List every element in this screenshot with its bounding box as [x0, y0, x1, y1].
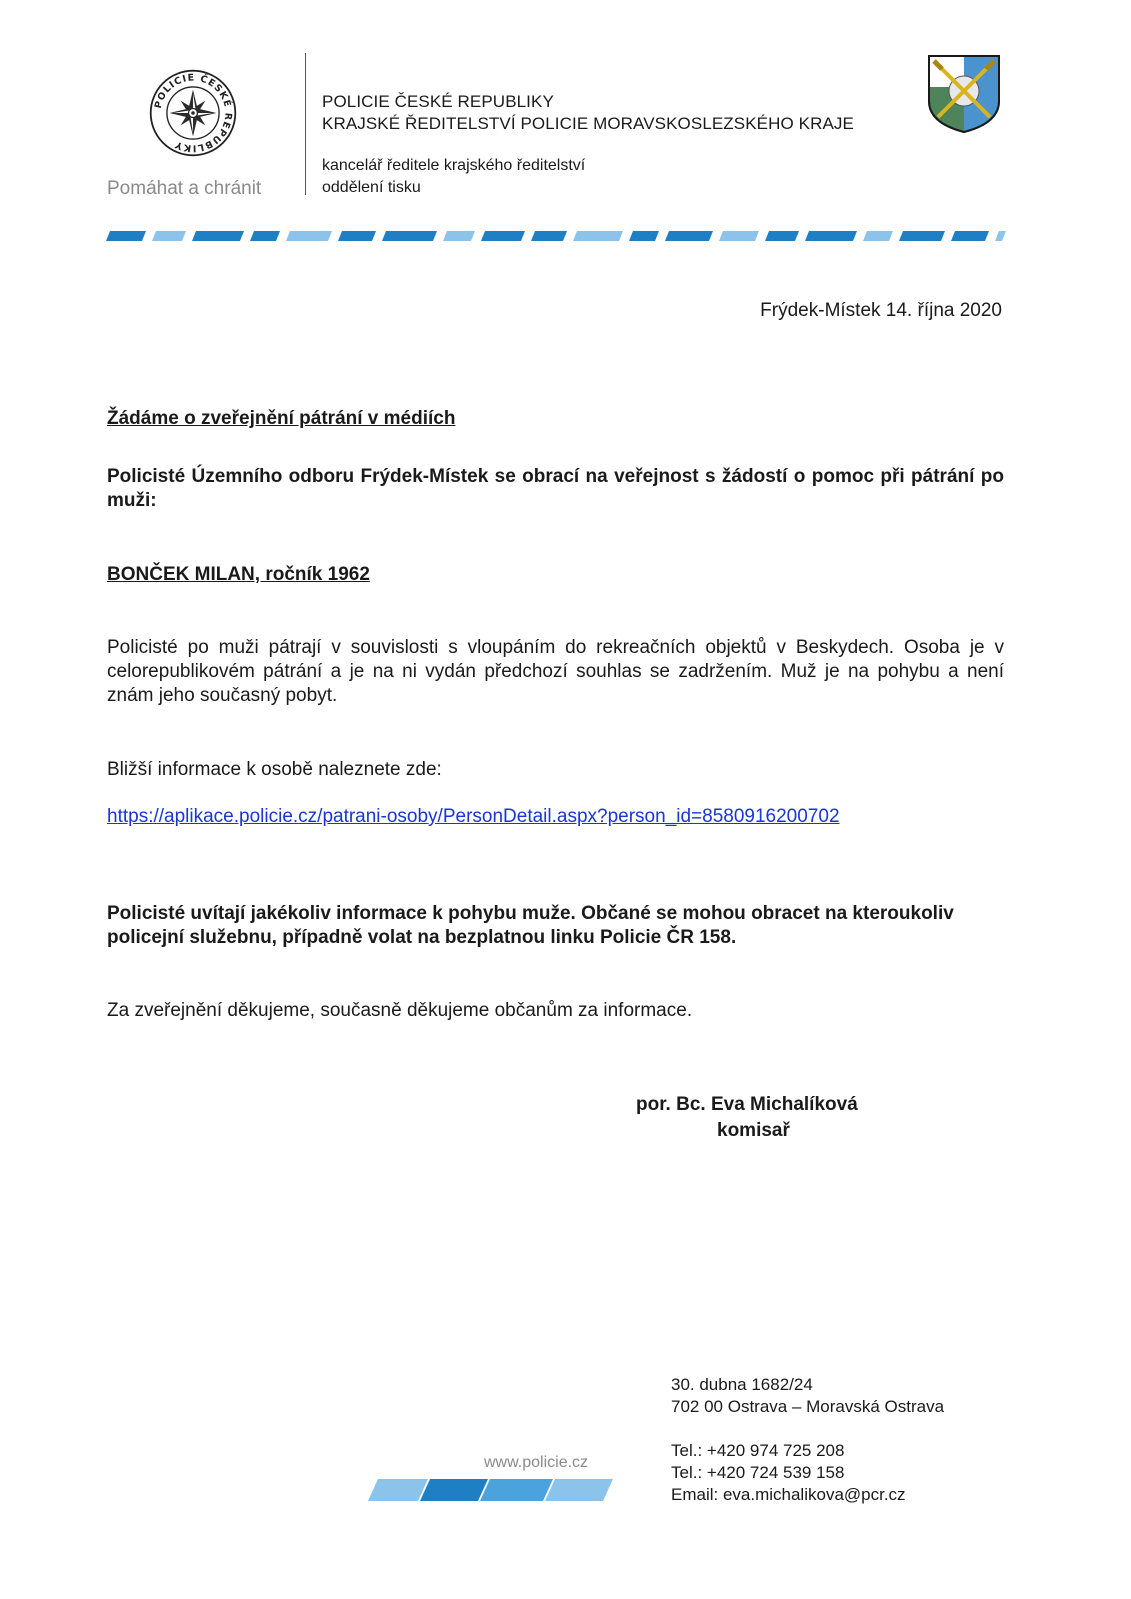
logo-ring-text: POLICIE ČESKÉ REPUBLIKY: [152, 72, 234, 154]
header-stripe: [106, 231, 1006, 241]
police-star-logo: [148, 68, 238, 158]
department-office: kancelář ředitele krajského ředitelství: [322, 157, 586, 174]
phone-primary: Tel.: +420 974 725 208: [671, 1441, 845, 1460]
phone-secondary: Tel.: +420 724 539 158: [671, 1463, 845, 1482]
email-address: Email: eva.michalikova@pcr.cz: [671, 1485, 906, 1504]
address-street: 30. dubna 1682/24: [671, 1375, 813, 1394]
page-heading: Žádáme o zveřejnění pátrání v médiích: [107, 408, 456, 429]
department-press: oddělení tisku: [322, 179, 421, 196]
description-paragraph: Policisté po muži pátrají v souvislosti s vloupáním do rekreačních objektů v Beskydech. Osoba je v celorepublikovém pátrání a je na ni vydán předchozí souhlas se zadržením. Muž je na pohybu a není znám jeho současný pobyt.: [107, 637, 1004, 706]
person-name: BONČEK MILAN, ročník 1962: [107, 564, 370, 585]
appeal-paragraph: Policisté uvítají jakékoliv informace k pohybu muže. Občané se mohou obracet na kteroukoliv policejní služebnu, případně volat na bezplatnou linku Policie ČR 158.: [107, 903, 954, 948]
website-text: www.policie.cz: [484, 1454, 589, 1471]
signature-title: komisař: [717, 1120, 790, 1141]
header-divider: [305, 53, 306, 195]
document-date: Frýdek-Místek 14. října 2020: [760, 300, 1002, 321]
regional-crest-icon: [926, 53, 1002, 135]
intro-paragraph: Policisté Územního odboru Frýdek-Místek se obrací na veřejnost s žádostí o pomoc při pátrání po muži:: [107, 466, 1004, 511]
more-info-text: Bližší informace k osobě naleznete zde:: [107, 759, 442, 780]
org-name: POLICIE ČESKÉ REPUBLIKY: [322, 92, 554, 111]
address-city: 702 00 Ostrava – Moravská Ostrava: [671, 1397, 945, 1416]
regional-directorate: KRAJSKÉ ŘEDITELSTVÍ POLICIE MORAVSKOSLEZSKÉHO KRAJE: [322, 114, 854, 133]
motto: Pomáhat a chránit: [107, 178, 262, 199]
thanks-text: Za zveřejnění děkujeme, současně děkujeme občanům za informace.: [107, 1000, 693, 1021]
person-detail-link[interactable]: https://aplikace.policie.cz/patrani-osoby/PersonDetail.aspx?person_id=8580916200702: [107, 806, 840, 827]
signature-name: por. Bc. Eva Michalíková: [636, 1094, 858, 1115]
footer-stripe: [368, 1479, 613, 1501]
